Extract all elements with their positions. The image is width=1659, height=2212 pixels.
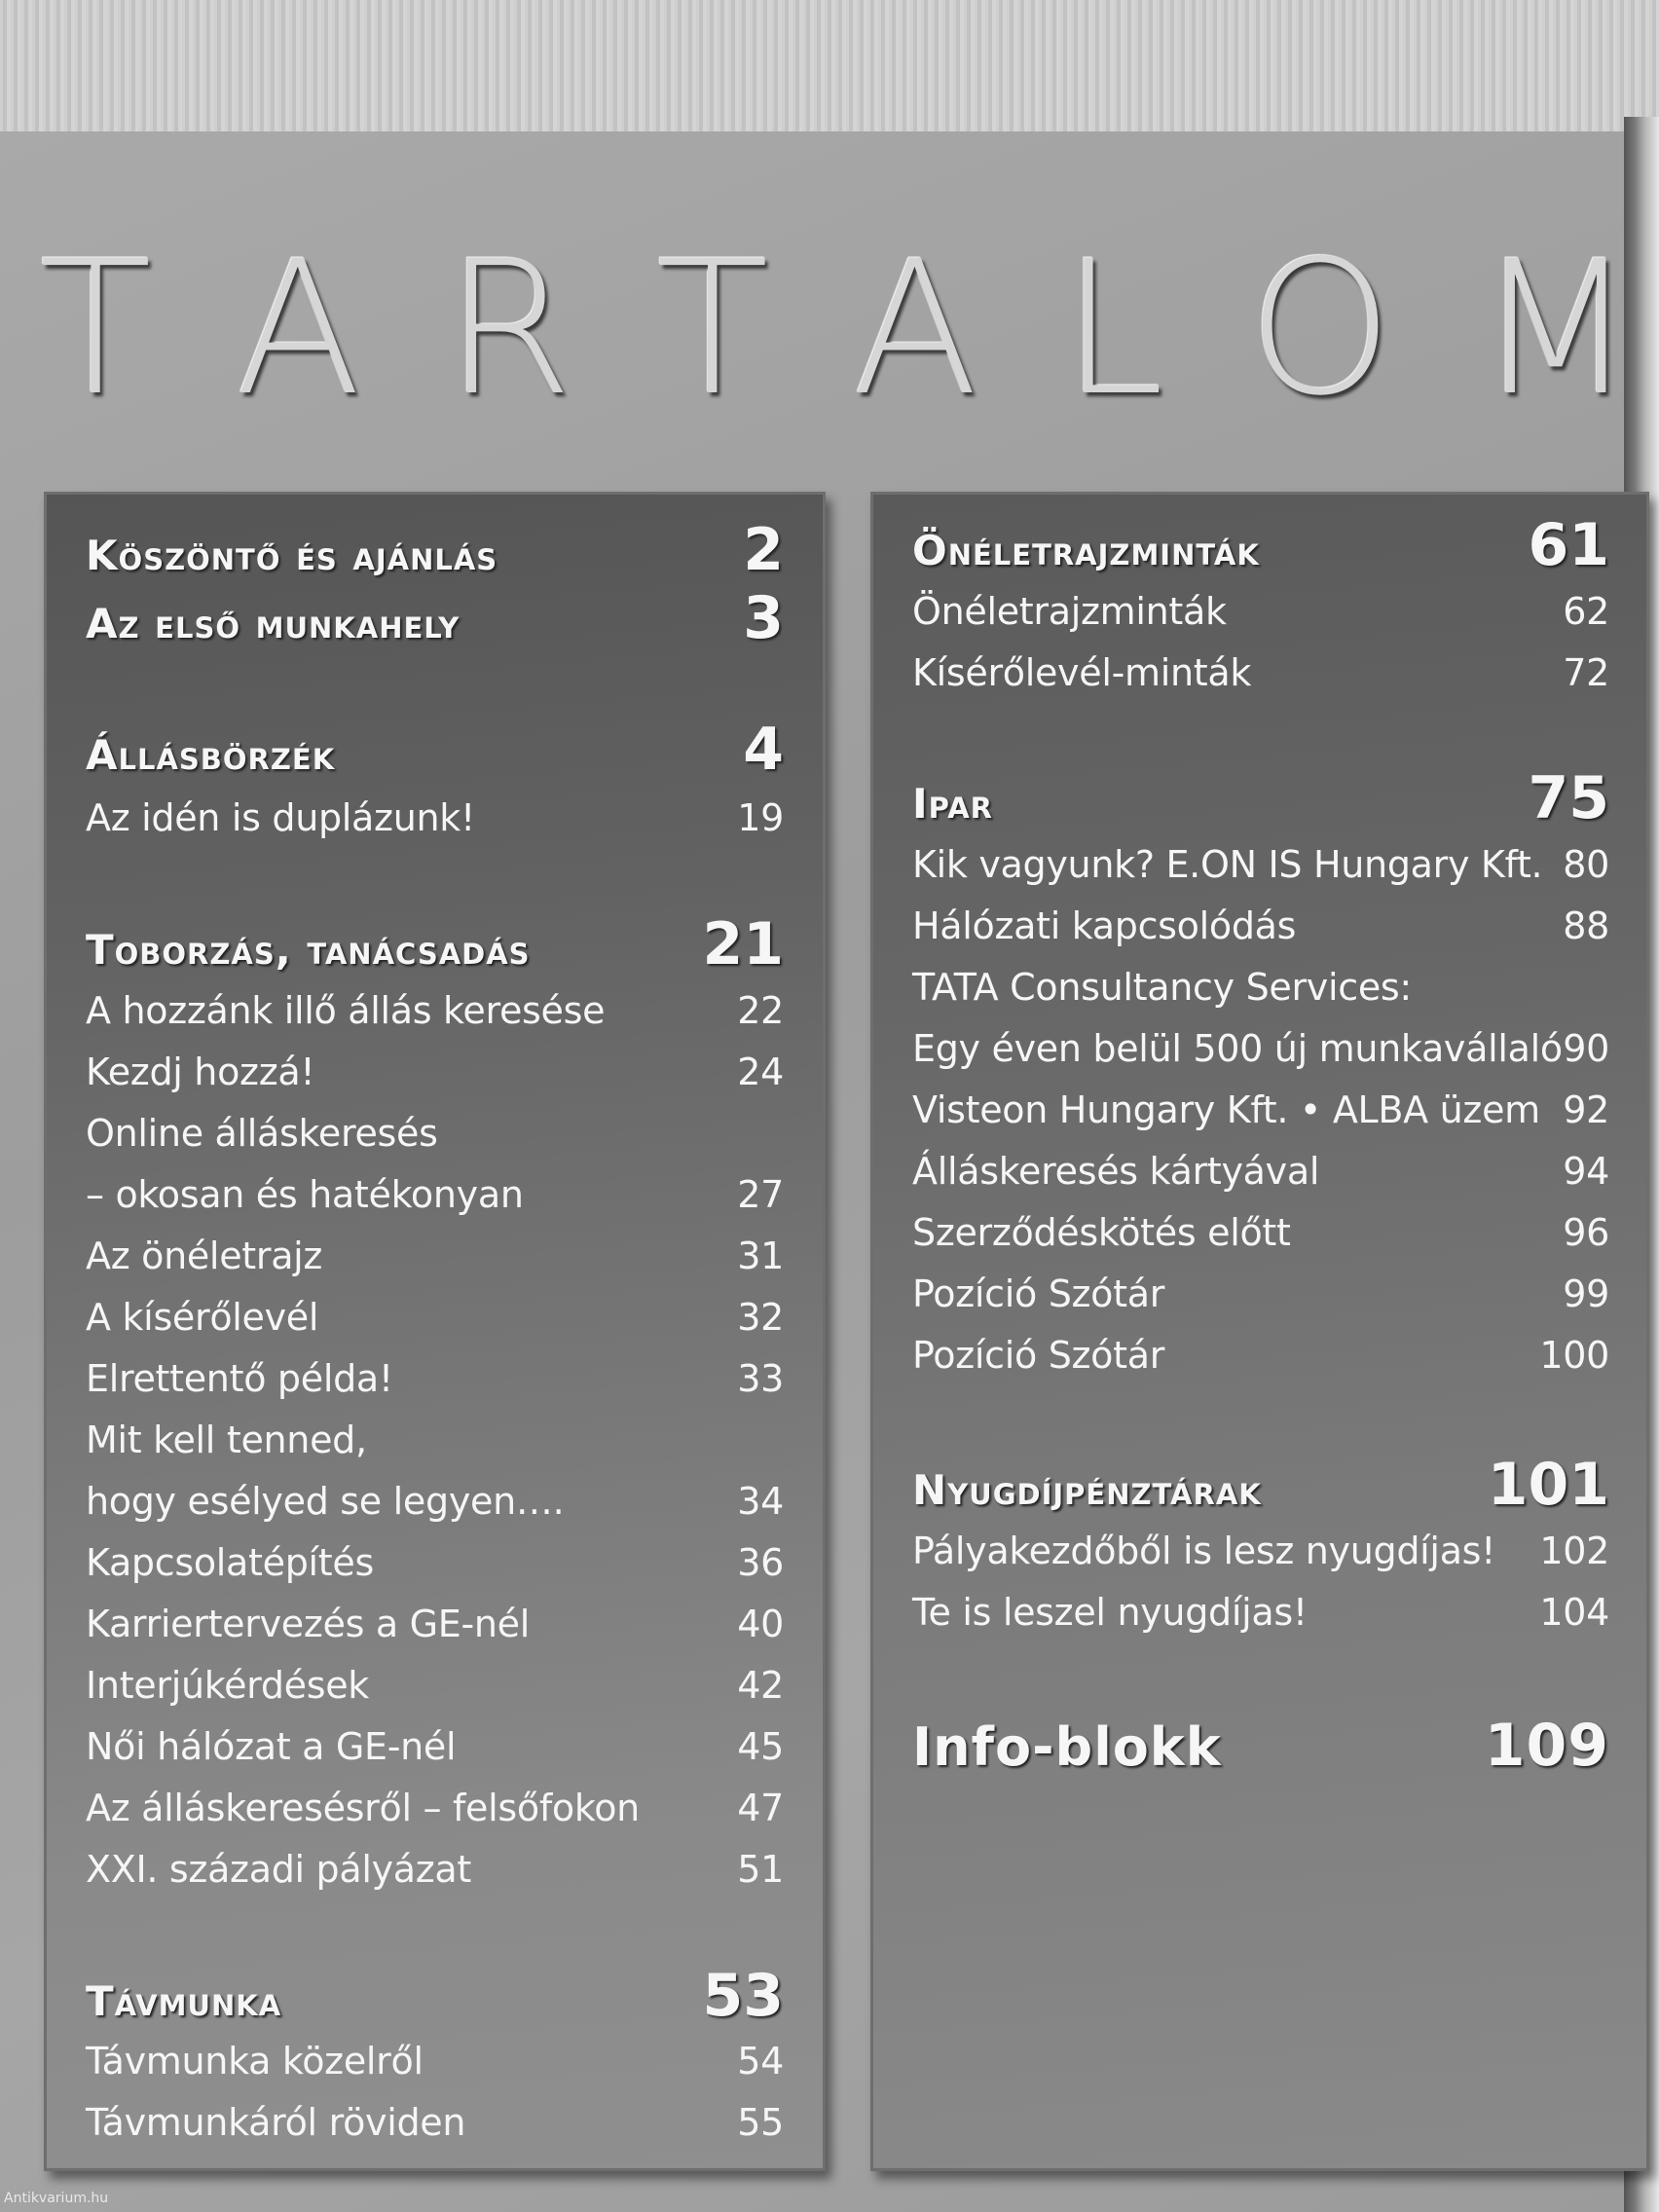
section-page: 61 [1528, 511, 1609, 579]
entry-page: 51 [737, 1848, 784, 1891]
entry-label: Álláskeresés kártyával [912, 1150, 1320, 1193]
toc-entry[interactable] [86, 2091, 784, 2154]
entry-label: – okosan és hatékonyan [86, 1173, 524, 1216]
entry-label: Elrettentő példa! [86, 1357, 393, 1400]
section-page: 109 [1484, 1712, 1609, 1780]
entry-label: TATA Consultancy Services: [912, 966, 1412, 1009]
watermark-credit: Antikvarium.hu [4, 2191, 109, 2206]
entry-label: Egy éven belül 500 új munkavállaló [912, 1027, 1563, 1070]
entry-label: Mit kell tenned, [86, 1419, 367, 1461]
background-texture [0, 0, 1659, 136]
title-letter: O [1247, 221, 1393, 436]
title-letter: A [235, 221, 362, 436]
toc-section-heading[interactable] [912, 511, 1609, 579]
entry-page: 104 [1539, 1591, 1609, 1634]
entry-label: Szerződéskötés előtt [912, 1211, 1291, 1254]
entry-label: XXI. századi pályázat [86, 1848, 472, 1891]
section-page: 2 [743, 516, 784, 584]
entry-page: 102 [1539, 1530, 1609, 1572]
title-letter: T [39, 221, 153, 436]
section-title: Toborzás, tanácsadás [86, 926, 531, 974]
toc-entry[interactable] [86, 1225, 784, 1287]
toc-entry[interactable] [912, 1201, 1609, 1264]
entry-page: 96 [1563, 1211, 1609, 1254]
entry-label: A kísérőlevél [86, 1296, 319, 1339]
toc-entry[interactable] [912, 1581, 1609, 1643]
entry-page: 24 [737, 1051, 784, 1093]
section-title: Köszöntő és ajánlás [86, 532, 498, 579]
toc-entry[interactable] [86, 1715, 784, 1778]
toc-section-heading[interactable] [912, 1451, 1609, 1519]
toc-entry[interactable] [86, 1838, 784, 1900]
title-letter: R [444, 221, 573, 436]
toc-section-heading[interactable] [912, 764, 1609, 832]
toc-entry[interactable] [912, 1079, 1609, 1141]
toc-section-heading[interactable] [86, 716, 784, 784]
toc-entry[interactable] [912, 1324, 1609, 1386]
entry-page: 27 [737, 1173, 784, 1216]
section-title: Info-blokk [912, 1716, 1222, 1778]
entry-page: 55 [737, 2101, 784, 2144]
toc-entry[interactable] [86, 1286, 784, 1348]
entry-page: 72 [1563, 651, 1609, 694]
entry-label: Az önéletrajz [86, 1235, 323, 1277]
section-page: 3 [743, 584, 784, 652]
entry-label: Az álláskeresésről – felsőfokon [86, 1787, 640, 1829]
toc-entry[interactable] [912, 1263, 1609, 1325]
entry-page: 99 [1563, 1272, 1609, 1315]
entry-page: 22 [737, 989, 784, 1032]
toc-entry[interactable] [86, 2030, 784, 2092]
toc-entry[interactable] [912, 1017, 1609, 1080]
toc-section-heading[interactable] [912, 1712, 1609, 1780]
toc-entry[interactable] [86, 1347, 784, 1410]
toc-section-heading[interactable] [86, 584, 784, 652]
entry-label: Karriertervezés a GE-nél [86, 1603, 530, 1645]
entry-label: Te is leszel nyugdíjas! [912, 1591, 1308, 1634]
entry-label: Az idén is duplázunk! [86, 796, 475, 839]
section-page: 75 [1528, 764, 1609, 832]
entry-page: 33 [737, 1357, 784, 1400]
section-title: Nyugdíjpénztárak [912, 1466, 1262, 1514]
title-letter: L [1061, 221, 1164, 436]
entry-label: Pozíció Szótár [912, 1272, 1165, 1315]
toc-entry[interactable] [912, 833, 1609, 896]
entry-label: Interjúkérdések [86, 1664, 370, 1707]
title-letter: A [851, 221, 978, 436]
entry-label: Kísérőlevél-minták [912, 651, 1252, 694]
section-title: Ipar [912, 780, 993, 828]
entry-page: 54 [737, 2040, 784, 2083]
title-letter: M [1475, 221, 1636, 436]
entry-page: 34 [737, 1480, 784, 1523]
toc-entry[interactable] [86, 1102, 784, 1164]
toc-entry[interactable] [86, 1777, 784, 1839]
entry-label: Önéletrajzminták [912, 590, 1227, 633]
entry-label: Pályakezdőből is lesz nyugdíjas! [912, 1530, 1496, 1572]
entry-page: 88 [1563, 904, 1609, 947]
entry-label: Visteon Hungary Kft. • ALBA üzem [912, 1088, 1540, 1131]
toc-section-heading[interactable] [86, 910, 784, 978]
entry-page: 92 [1563, 1088, 1609, 1131]
section-page: 101 [1487, 1451, 1609, 1519]
entry-label: hogy esélyed se legyen…. [86, 1480, 565, 1523]
toc-entry[interactable] [86, 1409, 784, 1471]
entry-label: Kezdj hozzá! [86, 1051, 315, 1093]
section-title: Az első munkahely [86, 600, 461, 647]
toc-entry[interactable] [912, 956, 1609, 1018]
toc-entry[interactable] [912, 580, 1609, 643]
entry-label: Pozíció Szótár [912, 1334, 1165, 1377]
entry-page: 36 [737, 1541, 784, 1584]
toc-section-heading[interactable] [86, 1962, 784, 2030]
entry-label: Hálózati kapcsolódás [912, 904, 1297, 947]
toc-entry[interactable] [86, 979, 784, 1042]
entry-label: A hozzánk illő állás keresése [86, 989, 606, 1032]
toc-panel-left [44, 492, 826, 2171]
toc-section-heading[interactable] [86, 516, 784, 584]
section-page: 21 [702, 910, 784, 978]
title-letter: T [655, 221, 769, 436]
entry-page: 100 [1539, 1334, 1609, 1377]
section-page: 53 [702, 1962, 784, 2030]
entry-page: 42 [737, 1664, 784, 1707]
section-title: Állásbörzék [86, 731, 336, 779]
entry-page: 40 [737, 1603, 784, 1645]
toc-entry[interactable] [86, 1470, 784, 1532]
entry-page: 90 [1563, 1027, 1609, 1070]
section-title: Önéletrajzminták [912, 527, 1260, 574]
page-title [39, 221, 1636, 436]
entry-page: 94 [1563, 1150, 1609, 1193]
toc-entry[interactable] [86, 787, 784, 849]
toc-entry[interactable] [86, 1531, 784, 1594]
toc-entry[interactable] [912, 1520, 1609, 1582]
entry-page: 47 [737, 1787, 784, 1829]
entry-label: Távmunkáról röviden [86, 2101, 466, 2144]
entry-page: 19 [737, 796, 784, 839]
entry-page: 32 [737, 1296, 784, 1339]
entry-label: Kik vagyunk? E.ON IS Hungary Kft. [912, 843, 1543, 886]
toc-entry[interactable] [912, 895, 1609, 957]
toc-entry[interactable] [912, 642, 1609, 704]
toc-entry[interactable] [86, 1163, 784, 1226]
entry-page: 45 [737, 1725, 784, 1768]
toc-entry[interactable] [86, 1593, 784, 1655]
entry-page: 80 [1563, 843, 1609, 886]
toc-entry[interactable] [86, 1041, 784, 1103]
section-title: Távmunka [86, 1977, 282, 2025]
toc-entry[interactable] [86, 1654, 784, 1716]
entry-page: 31 [737, 1235, 784, 1277]
entry-label: Kapcsolatépítés [86, 1541, 374, 1584]
entry-label: Online álláskeresés [86, 1112, 438, 1155]
entry-page: 62 [1563, 590, 1609, 633]
toc-panel-right [870, 492, 1649, 2171]
entry-label: Távmunka közelről [86, 2040, 424, 2083]
entry-label: Női hálózat a GE-nél [86, 1725, 457, 1768]
toc-entry[interactable] [912, 1140, 1609, 1202]
section-page: 4 [743, 716, 784, 784]
